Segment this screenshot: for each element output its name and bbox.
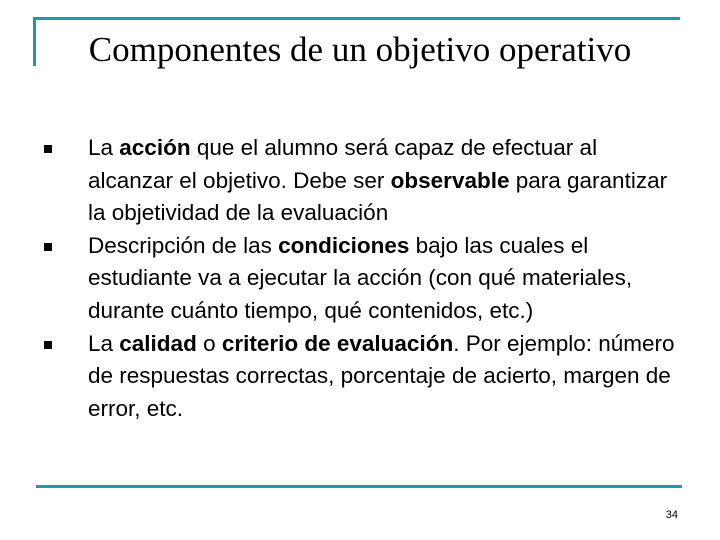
bold-term-accion: acción	[119, 135, 191, 160]
square-bullet-icon	[44, 145, 52, 153]
text-run: o	[196, 330, 222, 356]
footer-rule	[36, 485, 682, 488]
bullet-text	[88, 135, 667, 225]
text-run: La	[88, 330, 120, 356]
text-run: bajo las cuales el estudiante va a ejecutar la acción (con qué materiales, durante cuánto tiempo, qué contenidos, etc.)	[88, 232, 633, 323]
bullet-item	[44, 230, 684, 328]
bullet-item	[44, 132, 684, 230]
bullet-item	[44, 328, 684, 426]
slide-title: Componentes de un objetivo operativo	[88, 30, 632, 69]
bullet-text	[88, 233, 632, 323]
title-frame-top-line	[33, 17, 680, 20]
bold-term-observable: observable	[390, 167, 510, 193]
square-bullet-icon	[44, 341, 52, 349]
bold-term-condiciones: condiciones	[278, 232, 410, 258]
bold-term-criterio: criterio de evaluación	[221, 330, 454, 356]
text-run: para garantizar la objetividad de la evaluación	[88, 167, 668, 226]
text-run: . Por ejemplo: número de respuestas correctas, porcentaje de acierto, margen de error, etc.	[88, 330, 675, 421]
square-bullet-icon	[44, 243, 52, 251]
bold-term-calidad: calidad	[119, 330, 197, 356]
page-number: 34	[665, 509, 678, 521]
bullet-text	[88, 331, 675, 421]
text-run: que el alumno será capaz de efectuar al alcanzar el objetivo. Debe ser	[88, 135, 598, 193]
text-run: La	[88, 135, 120, 160]
bullet-list	[44, 132, 684, 425]
text-run: Descripción de las	[88, 232, 279, 258]
